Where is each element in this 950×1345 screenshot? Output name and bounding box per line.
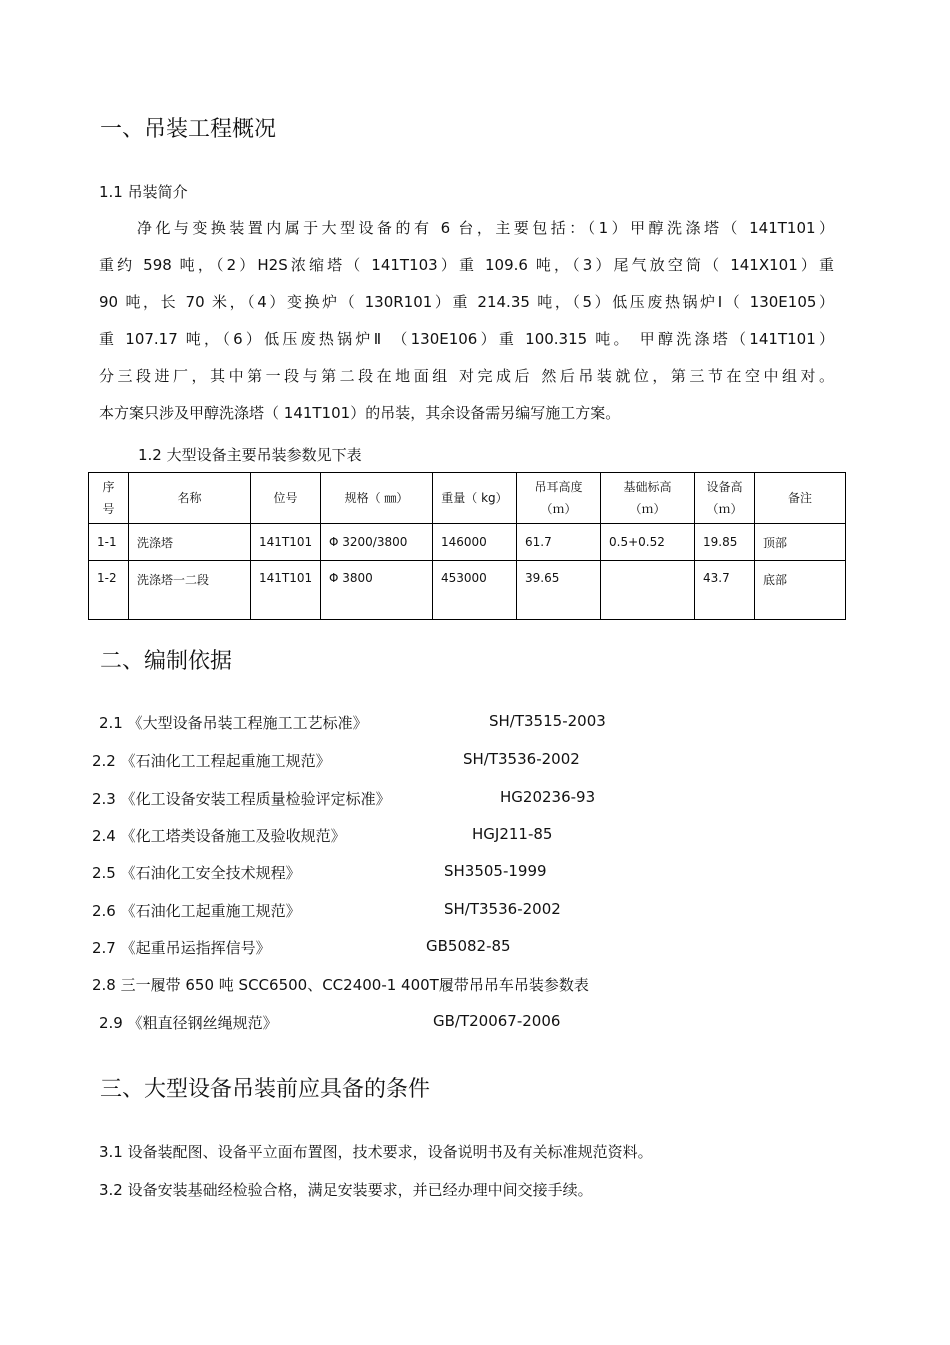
- reference-code: HG20236-93: [500, 788, 596, 806]
- header-weight: 重量（ kg）: [433, 473, 517, 524]
- reference-code: SH/T3536-2002: [463, 750, 580, 768]
- header-tag: 位号: [251, 473, 321, 524]
- header-equipment-height: 设备高 （ｍ）: [695, 473, 755, 524]
- table-cell: 453000: [433, 561, 517, 620]
- header-lug-height: 吊耳高度 （ｍ）: [517, 473, 601, 524]
- section-2-heading: 二、编制依据: [100, 649, 233, 674]
- table-cell: 洗涤塔一二段: [129, 561, 251, 620]
- table-cell: 146000: [433, 524, 517, 561]
- table-header-row: [89, 473, 846, 524]
- header-spec: 规格（ ㎜）: [321, 473, 433, 524]
- reference-code: HGJ211-85: [472, 825, 553, 843]
- table-row: [89, 524, 846, 561]
- table-cell: 43.7: [695, 561, 755, 620]
- table-cell: 顶部: [755, 524, 846, 561]
- reference-item: 2.7 《起重吊运指挥信号》 GB5082-85: [92, 937, 511, 957]
- table-cell: 1-1: [89, 524, 129, 561]
- reference-item: 2.2 《石油化工工程起重施工规范》 SH/T3536-2002: [92, 750, 580, 770]
- header-index: 序 号: [89, 473, 129, 524]
- header-remarks: 备注: [755, 473, 846, 524]
- condition-item: 3.2 设备安装基础经检验合格，满足安装要求，并已经办理中间交接手续。: [99, 1181, 593, 1199]
- table-cell: Φ 3200/3800: [321, 524, 433, 561]
- reference-item: 2.4 《化工塔类设备施工及验收规范》 HGJ211-85: [92, 825, 553, 845]
- table-cell: 141T101: [251, 561, 321, 620]
- header-foundation-elevation: 基础标高 （ｍ）: [601, 473, 695, 524]
- reference-code: SH3505-1999: [444, 862, 547, 880]
- reference-code: SH/T3536-2002: [444, 900, 561, 918]
- reference-item: 2.1 《大型设备吊装工程施工工艺标准》 SH/T3515-2003: [99, 712, 606, 732]
- paragraph-line: 重 107.17 吨，（6）低压废热锅炉Ⅱ （130E106）重 100.315 吨。 甲醇洗涤塔（141T101）: [99, 330, 834, 348]
- table-cell: Φ 3800: [321, 561, 433, 620]
- condition-item: 3.1 设备装配图、设备平立面布置图，技术要求，设备说明书及有关标准规范资料。: [99, 1143, 653, 1161]
- table-cell: 141T101: [251, 524, 321, 561]
- table-cell: 19.85: [695, 524, 755, 561]
- paragraph-line: 分三段进厂，其中第一段与第二段在地面组 对完成后 然后吊装就位，第三节在空中组对。: [99, 367, 834, 385]
- subsection-1-2-heading: 1.2 大型设备主要吊装参数见下表: [138, 446, 362, 464]
- overview-paragraph: [99, 210, 834, 432]
- section-1-heading: 一、吊装工程概况: [100, 117, 277, 142]
- table-cell: 0.5+0.52: [601, 524, 695, 561]
- reference-code: SH/T3515-2003: [489, 712, 606, 730]
- subsection-1-1-heading: 1.1 吊装简介: [99, 183, 188, 201]
- table-cell: 洗涤塔: [129, 524, 251, 561]
- header-name: 名称: [129, 473, 251, 524]
- table-cell: 底部: [755, 561, 846, 620]
- table-cell: 1-2: [89, 561, 129, 620]
- reference-item: 2.8 三一履带 650 吨 SCC6500、CC2400-1 400T履带吊吊车吊装参数表: [92, 976, 589, 994]
- reference-code: GB5082-85: [426, 937, 511, 955]
- paragraph-line: 本方案只涉及甲醇洗涤塔（ 141T101）的吊装，其余设备需另编写施工方案。: [99, 404, 621, 422]
- reference-item: 2.5 《石油化工安全技术规程》 SH3505-1999: [92, 862, 547, 882]
- paragraph-line: 净化与变换装置内属于大型设备的有 6 台，主要包括：（1）甲醇洗涤塔（ 141T101）: [137, 219, 834, 237]
- paragraph-line: 90 吨，长 70 米，（4）变换炉（ 130R101）重 214.35 吨，（5）低压废热锅炉Ⅰ（ 130E105）: [99, 293, 834, 311]
- table-cell: 39.65: [517, 561, 601, 620]
- lifting-parameters-table: [88, 472, 846, 620]
- reference-item: 2.3 《化工设备安装工程质量检验评定标准》 HG20236-93: [92, 788, 596, 808]
- paragraph-line: 重约 598 吨，（2）H2S浓缩塔（ 141T103）重 109.6 吨，（3）尾气放空筒（ 141X101）重: [99, 256, 834, 274]
- table-row: [89, 561, 846, 620]
- reference-item: 2.6 《石油化工起重施工规范》 SH/T3536-2002: [92, 900, 561, 920]
- table-cell: 61.7: [517, 524, 601, 561]
- section-3-heading: 三、大型设备吊装前应具备的条件: [100, 1077, 431, 1102]
- table-cell: [601, 561, 695, 620]
- reference-code: GB/T20067-2006: [433, 1012, 561, 1030]
- reference-item: 2.9 《粗直径钢丝绳规范》 GB/T20067-2006: [99, 1012, 561, 1032]
